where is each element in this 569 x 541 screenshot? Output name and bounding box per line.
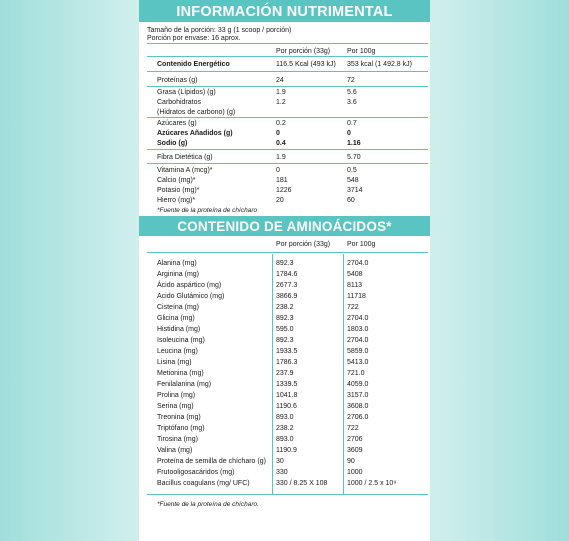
nutrient-row-label: Hierro (mg)* [157,197,196,204]
nutrient-row-per100: 0 [347,130,351,137]
nutrient-row-label: Potasio (mg)* [157,187,200,194]
amino-row-portion: 330 / 8.25 X 108 [276,480,328,487]
amino-row-per100: 3157.0 [347,392,369,399]
amino-row-per100: 2704.0 [347,337,369,344]
amino-title: CONTENIDO DE AMINOÁCIDOS* [139,216,430,236]
nutrient-row-label: Grasa (Lípidos) (g) [157,89,216,96]
divider [147,117,428,118]
nutrient-row-portion: 1.9 [276,89,286,96]
amino-col-header-100g: Por 100g [347,241,376,248]
amino-row-label: Arginina (mg) [157,271,200,278]
amino-row-per100: 2704.0 [347,260,369,267]
amino-row-per100: 721.0 [347,370,365,377]
nutrient-row-portion: 0 [276,167,280,174]
amino-footnote: *Fuente de la proteína de chícharo. [157,501,259,508]
amino-row-per100: 1000 [347,469,363,476]
amino-row-per100: 2704.0 [347,315,369,322]
column-divider [272,254,273,494]
nutrition-footnote: *Fuente de la proteína de chícharo [157,207,258,214]
divider [147,149,428,150]
amino-row-portion: 892.3 [276,337,294,344]
amino-row-per100: 3608.0 [347,403,369,410]
nutrient-row-label: Sodio (g) [157,140,188,147]
amino-row-label: Triptófano (mg) [157,425,205,432]
nutrient-row-portion: 181 [276,177,288,184]
nutrient-row-label: (Hidratos de carbono) (g) [157,109,236,116]
divider [147,86,428,87]
nutrient-row-label: Proteínas (g) [157,77,198,84]
amino-row-label: Metionina (mg) [157,370,204,377]
amino-row-per100: 8113 [347,282,363,289]
amino-row-portion: 1339.5 [276,381,298,388]
amino-row-label: Treonina (mg) [157,414,201,421]
amino-row-per100: 1803.0 [347,326,369,333]
amino-row-label: Glicina (mg) [157,315,195,322]
amino-row-label: Ácido aspártico (mg) [157,282,222,289]
nutrient-row-portion: 0.2 [276,120,286,127]
amino-row-label: Fenilalanina (mg) [157,381,212,388]
amino-row-portion: 893.0 [276,436,294,443]
divider [147,71,428,72]
amino-row-portion: 1784.6 [276,271,298,278]
amino-row-label: Isoleucina (mg) [157,337,205,344]
nutrient-row-portion: 24 [276,77,284,84]
divider [147,56,428,57]
nutrient-row-per100: 3.6 [347,99,357,106]
amino-row-portion: 892.3 [276,260,294,267]
col-header-portion: Por porción (33g) [276,48,331,55]
amino-row-label: Histidina (mg) [157,326,201,333]
nutrient-row-portion: 1226 [276,187,292,194]
amino-row-per100: 5408 [347,271,363,278]
amino-row-per100: 3609 [347,447,363,454]
amino-row-portion: 893.0 [276,414,294,421]
amino-row-label: Leucina (mg) [157,348,198,355]
nutrient-row-portion: 20 [276,197,284,204]
amino-row-per100: 11718 [347,293,366,300]
divider [147,43,428,44]
amino-row-label: Serina (mg) [157,403,194,410]
nutrient-row-per100: 1.16 [347,140,361,147]
amino-row-label: Cisteína (mg) [157,304,200,311]
nutrient-row-label: Vitamina A (mcg)* [157,167,213,174]
nutrient-row-per100: 548 [347,177,359,184]
amino-row-per100: 5413.0 [347,359,369,366]
amino-row-label: Valina (mg) [157,447,193,454]
amino-row-label: Frutooligosacáridos (mg) [157,469,235,476]
nutrient-row-per100: 72 [347,77,355,84]
energy-per100: 353 kcal (1 492.8 kJ) [347,61,412,68]
amino-row-portion: 1041.8 [276,392,298,399]
nutrient-row-portion: 1.9 [276,154,286,161]
amino-row-per100: 1000 / 2.5 x 10⁹ [347,480,397,487]
amino-row-label: Proteína de semilla de chícharo (g) [157,458,266,465]
nutrient-row-per100: 5.70 [347,154,361,161]
amino-row-per100: 2706 [347,436,363,443]
col-header-100g: Por 100g [347,48,376,55]
amino-row-per100: 722 [347,425,359,432]
amino-row-portion: 1933.5 [276,348,298,355]
nutrient-row-portion: 0 [276,130,280,137]
amino-row-label: Acido Glutámico (mg) [157,293,225,300]
nutrient-row-per100: 0.7 [347,120,357,127]
nutrient-row-portion: 0.4 [276,140,286,147]
amino-row-portion: 892.3 [276,315,294,322]
amino-row-portion: 238.2 [276,425,294,432]
nutrient-row-label: Azúcares Añadidos (g) [157,130,233,137]
nutrient-row-per100: 5.6 [347,89,357,96]
amino-row-per100: 90 [347,458,355,465]
amino-row-label: Bacillus coagulans (mg/ UFC) [157,480,250,487]
energy-label: Contenido Energético [157,61,230,68]
nutrient-row-label: Calcio (mg)* [157,177,196,184]
nutrient-row-portion: 1.2 [276,99,286,106]
nutrition-label-card [139,0,430,541]
serving-size: Tamaño de la porción: 33 g (1 scoop / porción) [147,27,292,34]
amino-row-portion: 237.9 [276,370,294,377]
amino-row-label: Prolina (mg) [157,392,196,399]
amino-row-portion: 330 [276,469,288,476]
amino-row-portion: 1190.9 [276,447,297,454]
nutrient-row-label: Fibra Dietética (g) [157,154,213,161]
divider [147,252,428,253]
amino-row-portion: 3866.9 [276,293,298,300]
amino-row-label: Lisina (mg) [157,359,192,366]
amino-row-label: Tirosina (mg) [157,436,198,443]
amino-row-portion: 1786.3 [276,359,298,366]
divider [147,494,428,495]
servings-per-container: Porción por envase: 16 aprox. [147,35,241,42]
amino-row-per100: 2706.0 [347,414,369,421]
amino-row-portion: 30 [276,458,284,465]
nutrient-row-label: Azúcares (g) [157,120,197,127]
nutrient-row-per100: 3714 [347,187,363,194]
nutrient-row-per100: 60 [347,197,355,204]
amino-row-label: Alanina (mg) [157,260,197,267]
nutrition-title: INFORMACIÓN NUTRIMENTAL [139,0,430,22]
divider [147,163,428,164]
nutrient-row-label: Carbohidratos [157,99,201,106]
amino-row-portion: 238.2 [276,304,294,311]
amino-row-portion: 595.0 [276,326,294,333]
column-divider [343,254,344,494]
amino-row-portion: 1190.6 [276,403,297,410]
energy-portion: 116.5 Kcal (493 kJ) [276,61,336,68]
amino-row-per100: 4059.0 [347,381,369,388]
amino-col-header-portion: Por porción (33g) [276,241,331,248]
amino-row-per100: 5859.0 [347,348,369,355]
amino-row-per100: 722 [347,304,359,311]
amino-row-portion: 2677.3 [276,282,298,289]
nutrient-row-per100: 0.5 [347,167,357,174]
